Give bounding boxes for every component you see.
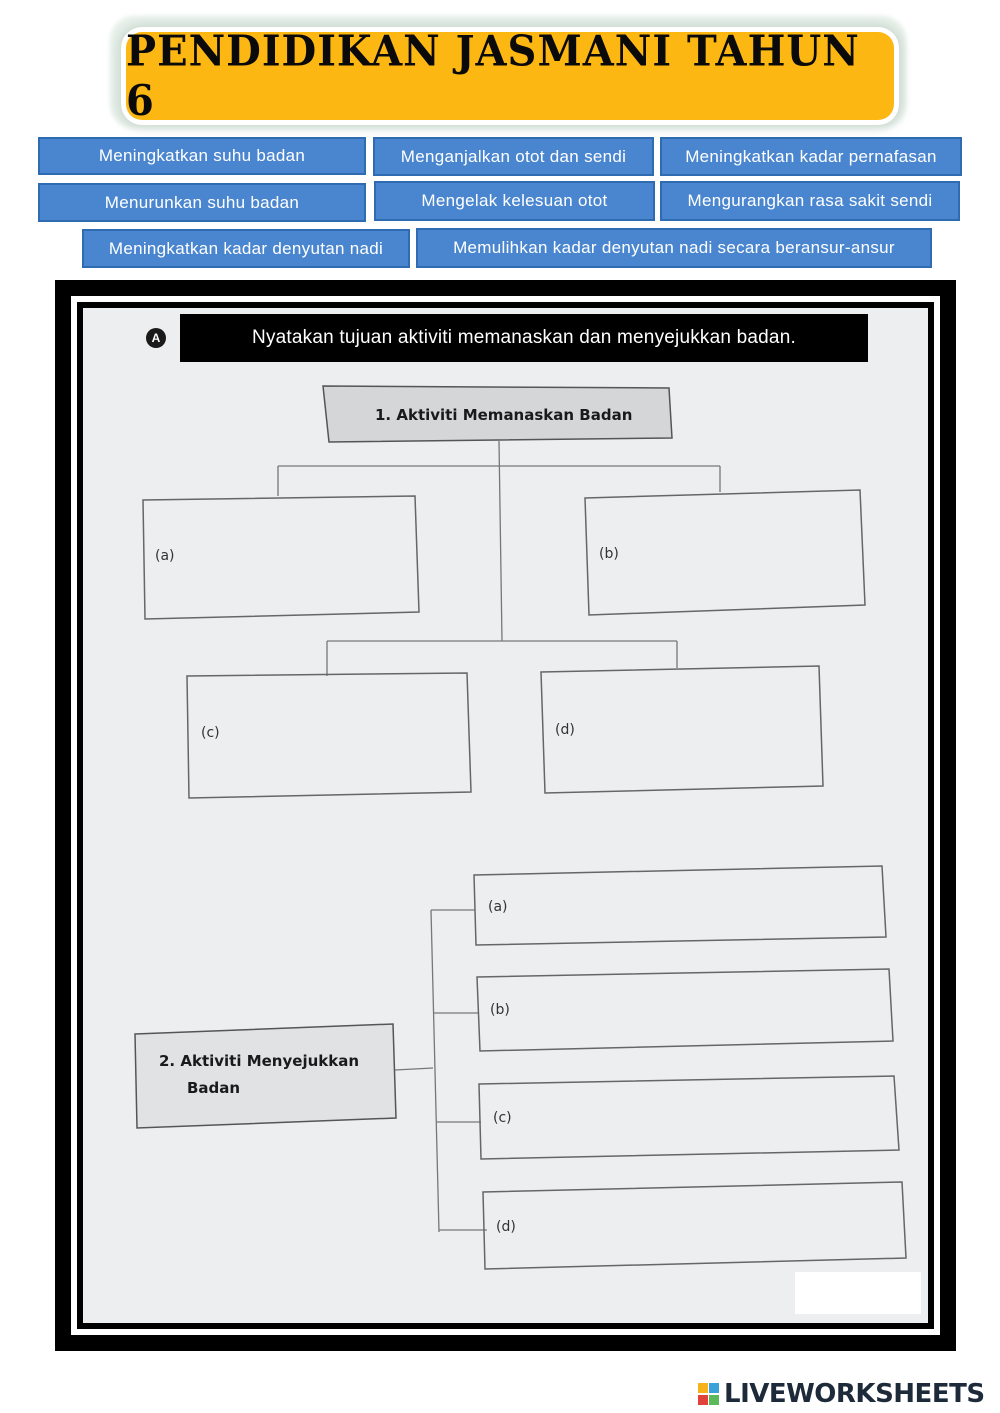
answer-chip[interactable]: Mengurangkan rasa sakit sendi [660,181,960,221]
brand-text: LIVEWORKSHEETS [724,1379,985,1409]
warmup-drop-c[interactable] [192,678,466,792]
mind-map-diagram [83,308,928,1323]
warmup-label-d: (d) [555,722,575,738]
answer-chip[interactable]: Meningkatkan kadar pernafasan [660,137,962,176]
question-text: Nyatakan tujuan aktiviti memanaskan dan menyejukkan badan. [252,327,796,348]
liveworksheets-icon [698,1381,720,1407]
title-banner [126,26,894,126]
answer-chip[interactable]: Meningkatkan kadar denyutan nadi [82,229,410,268]
question-prompt [180,314,868,362]
cooldown-connectors [395,910,487,1232]
cooldown-heading-line1: 2. Aktiviti Menyejukkan [159,1052,360,1070]
warmup-drop-b[interactable] [592,498,862,604]
cooldown-heading-line2: Badan [187,1079,241,1097]
answer-chip[interactable]: Memulihkan kadar denyutan nadi secara beransur-ansur [416,228,932,268]
warmup-heading: 1. Aktiviti Memanaskan Badan [375,406,633,424]
cooldown-label-c: (c) [493,1110,512,1126]
section-badge: A [146,328,166,348]
page-title: PENDIDIKAN JASMANI TAHUN 6 [126,26,860,126]
cooldown-label-d: (d) [496,1219,516,1235]
warmup-drop-d[interactable] [546,672,818,786]
answer-chip[interactable]: Meningkatkan suhu badan [38,137,366,175]
warmup-label-b: (b) [599,546,619,562]
liveworksheets-logo[interactable] [698,1376,985,1412]
warmup-label-c: (c) [201,725,220,741]
blank-patch [795,1272,921,1314]
warmup-drop-a[interactable] [148,502,416,610]
cooldown-drop-b[interactable] [481,975,889,1045]
cooldown-drop-c[interactable] [484,1082,896,1152]
cooldown-label-b: (b) [490,1002,510,1018]
cooldown-drop-d[interactable] [487,1190,901,1262]
worksheet-paper [83,308,928,1323]
warmup-label-a: (a) [155,548,175,564]
answer-chip[interactable]: Menurunkan suhu badan [38,183,366,222]
cooldown-drop-a[interactable] [478,872,882,938]
cooldown-label-a: (a) [488,899,508,915]
answer-chip[interactable]: Mengelak kelesuan otot [374,181,655,221]
answer-chip[interactable]: Menganjalkan otot dan sendi [373,137,654,176]
cooldown-heading-box [135,1024,396,1128]
